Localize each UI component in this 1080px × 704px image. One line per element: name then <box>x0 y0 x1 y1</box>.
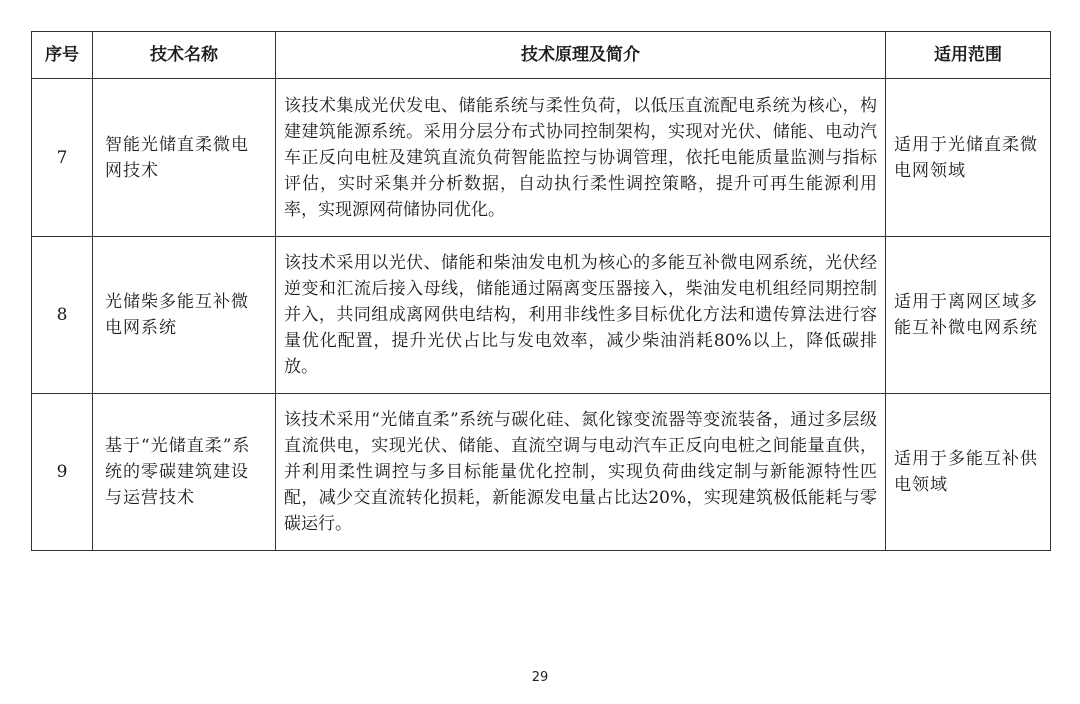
row-description: 该技术采用以光伏、储能和柴油发电机为核心的多能互补微电网系统，光伏经逆变和汇流后接入母线，储能通过隔离变压器接入，柴油发电机组经同期控制并入，共同组成离网供电结构，利用非线性多目标优化方法和遗传算法进行容量优化配置，提升光伏占比与发电效率，减少柴油消耗80%以上，降低碳排放。 <box>276 237 886 394</box>
row-scope: 适用于多能互补供电领域 <box>886 394 1051 551</box>
row-index: 9 <box>32 394 93 551</box>
row-index: 7 <box>32 79 93 237</box>
header-name: 技术名称 <box>93 32 276 79</box>
technology-table <box>31 31 1051 551</box>
row-description: 该技术采用“光储直柔”系统与碳化硅、氮化镓变流器等变流装备，通过多层级直流供电，实现光伏、储能、直流空调与电动汽车正反向电桩之间能量直供，并利用柔性调控与多目标能量优化控制，实现负荷曲线定制与新能源特性匹配，减少交直流转化损耗，新能源发电量占比达20%，实现建筑极低能耗与零碳运行。 <box>276 394 886 551</box>
header-scope: 适用范围 <box>886 32 1051 79</box>
table-row <box>32 237 1051 394</box>
row-description: 该技术集成光伏发电、储能系统与柔性负荷，以低压直流配电系统为核心，构建建筑能源系统。采用分层分布式协同控制架构，实现对光伏、储能、电动汽车正反向电桩及建筑直流负荷智能监控与协调管理，依托电能质量监测与指标评估，实时采集并分析数据，自动执行柔性调控策略，提升可再生能源利用率，实现源网荷储协同优化。 <box>276 79 886 237</box>
table-header-row <box>32 32 1051 79</box>
page-number: 29 <box>531 670 549 685</box>
row-scope: 适用于离网区域多能互补微电网系统 <box>886 237 1051 394</box>
row-tech-name: 智能光储直柔微电网技术 <box>93 79 276 237</box>
row-index: 8 <box>32 237 93 394</box>
table-row <box>32 79 1051 237</box>
header-index: 序号 <box>32 32 93 79</box>
row-tech-name: 基于“光储直柔”系统的零碳建筑建设与运营技术 <box>93 394 276 551</box>
header-description: 技术原理及简介 <box>276 32 886 79</box>
table-row <box>32 394 1051 551</box>
row-tech-name: 光储柴多能互补微电网系统 <box>93 237 276 394</box>
row-scope: 适用于光储直柔微电网领域 <box>886 79 1051 237</box>
